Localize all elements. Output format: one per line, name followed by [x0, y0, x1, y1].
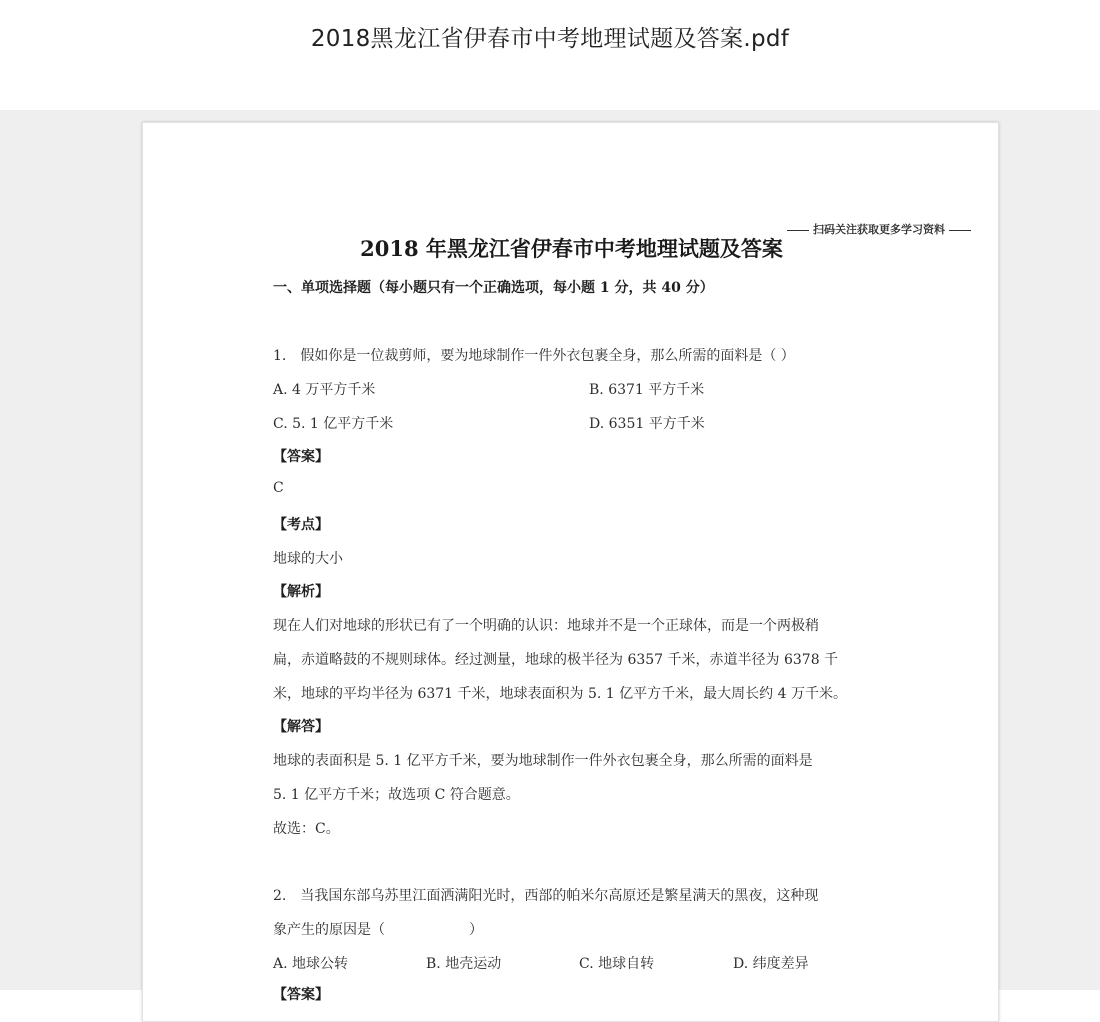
q1-answer-label: 【答案】	[273, 449, 329, 465]
q1-solution-line-3: 故选：C。	[273, 821, 340, 837]
file-title: 2018黑龙江省伊春市中考地理试题及答案.pdf	[310, 26, 790, 52]
q1-solution-line-1: 地球的表面积是 5. 1 亿平方千米，要为地球制作一件外衣包裹全身，那么所需的面料是	[273, 753, 813, 769]
q1-analysis-line-1: 现在人们对地球的形状已有了一个明确的认识：地球并不是一个正球体，而是一个两极稍	[273, 618, 819, 634]
title-bar	[0, 0, 1100, 110]
banner-rule-right	[949, 230, 971, 231]
q2-option-a: A. 地球公转	[273, 956, 349, 972]
banner-text: 扫码关注获取更多学习资料	[813, 223, 945, 236]
q1-analysis-line-2: 扁，赤道略鼓的不规则球体。经过测量，地球的极半径为 6357 千米，赤道半径为 6378 千	[273, 652, 839, 668]
q1-option-a: A. 4 万平方千米	[273, 382, 376, 398]
pdf-page	[142, 122, 999, 1022]
section-heading: 一、单项选择题（每小题只有一个正确选项，每小题 1 分，共 40 分）	[273, 280, 714, 296]
page-content	[143, 123, 1000, 1003]
q1-option-b: B. 6371 平方千米	[589, 382, 705, 398]
q2-option-d: D. 纬度差异	[733, 956, 809, 972]
q1-solution-label: 【解答】	[273, 719, 329, 735]
q1-analysis-line-3: 米，地球的平均半径为 6371 千米，地球表面积为 5. 1 亿平方千米，最大周长约 4 万千米。	[273, 686, 847, 702]
q2-stem-line-1: 2. 当我国东部乌苏里江面洒满阳光时，西部的帕米尔高原还是繁星满天的黑夜，这种现	[273, 888, 819, 904]
q1-point-label: 【考点】	[273, 517, 329, 533]
q1-stem: 1. 假如你是一位裁剪师，要为地球制作一件外衣包裹全身，那么所需的面料是（ ）	[273, 348, 795, 364]
q2-answer-label: 【答案】	[273, 987, 329, 1003]
q2-option-b: B. 地壳运动	[426, 956, 502, 972]
banner-rule-left	[787, 230, 809, 231]
q2-option-c: C. 地球自转	[579, 956, 655, 972]
q1-option-c: C. 5. 1 亿平方千米	[273, 416, 394, 432]
q1-answer: C	[273, 480, 284, 496]
q1-option-d: D. 6351 平方千米	[589, 416, 705, 432]
q1-analysis-label: 【解析】	[273, 584, 329, 600]
q1-solution-line-2: 5. 1 亿平方千米；故选项 C 符合题意。	[273, 787, 520, 803]
q2-stem-line-2: 象产生的原因是（ ）	[273, 922, 483, 938]
document-title: 2018 年黑龙江省伊春市中考地理试题及答案	[360, 236, 783, 261]
q1-point: 地球的大小	[273, 551, 343, 567]
